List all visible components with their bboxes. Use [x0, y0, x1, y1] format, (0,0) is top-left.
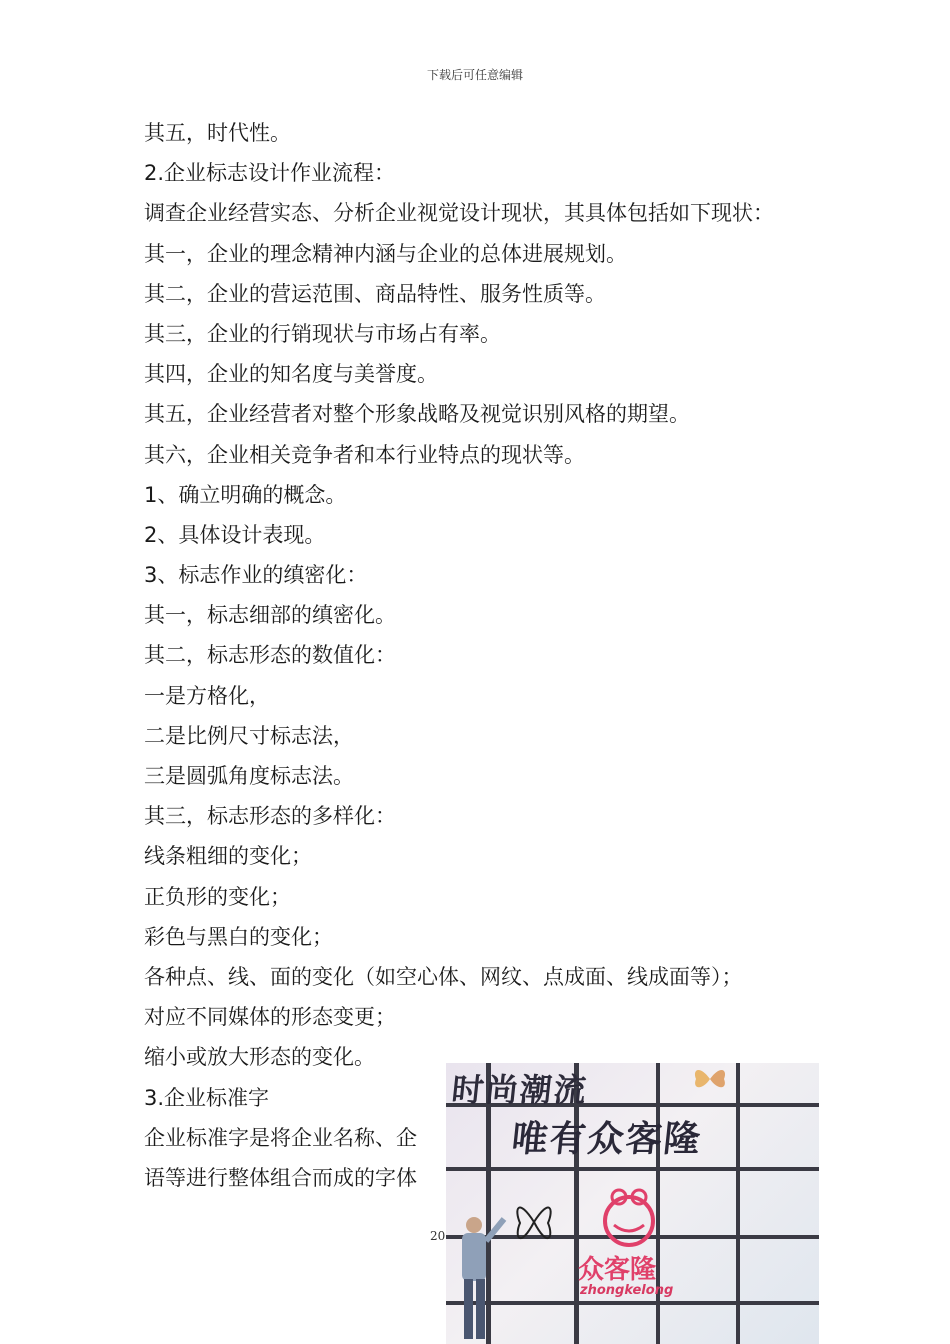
- text-line: 彩色与黑白的变化；: [144, 924, 333, 949]
- text-line: 语等进行整体组合而成的字体: [144, 1165, 417, 1190]
- banner-top-text: 时尚潮流: [449, 1071, 590, 1109]
- text-line: 其三，标志形态的多样化：: [144, 804, 396, 829]
- text-line: 线条粗细的变化；: [144, 844, 312, 869]
- storefront-photo: [446, 1063, 819, 1344]
- text-line: 其五，时代性。: [144, 121, 291, 145]
- text-line: 一是方格化，: [144, 683, 270, 708]
- text-line: 二是比例尺寸标志法，: [144, 723, 354, 748]
- brand-logo-text: 众客隆: [578, 1255, 657, 1285]
- text-line: 其六，企业相关竞争者和本行业特点的现状等。: [144, 442, 585, 467]
- butterfly-outline-icon: [512, 1187, 556, 1257]
- text-line: 1、确立明确的概念。: [144, 482, 347, 507]
- text-line: 企业标准字是将企业名称、企: [144, 1125, 417, 1150]
- page-number: 20: [430, 1229, 446, 1243]
- text-line: 其二，标志形态的数值化：: [144, 643, 396, 668]
- person-figure-icon: [448, 1213, 508, 1344]
- text-line: 各种点、线、面的变化（如空心体、网纹、点成面、线成面等）；: [144, 964, 743, 989]
- text-line: 调查企业经营实态、分析企业视觉设计现状，其具体包括如下现状：: [144, 201, 774, 226]
- document-body: [144, 113, 864, 1198]
- brand-logo-subtext: zhongkelong: [580, 1283, 674, 1298]
- text-line: 缩小或放大形态的变化。: [144, 1045, 375, 1070]
- text-line: 3、标志作业的缜密化：: [144, 563, 368, 588]
- text-line: 三是圆弧角度标志法。: [144, 764, 354, 788]
- text-line: 3.企业标准字: [144, 1085, 270, 1110]
- text-line: 正负形的变化；: [144, 884, 291, 909]
- page-header: 下载后可任意编辑: [426, 68, 523, 82]
- text-line: 其二，企业的营运范围、商品特性、服务性质等。: [144, 281, 606, 306]
- butterfly-icon: [690, 1063, 730, 1095]
- text-line: 其三，企业的行销现状与市场占有率。: [144, 321, 501, 346]
- text-line: 其一，标志细部的缜密化。: [144, 603, 396, 628]
- text-line: 其一，企业的理念精神内涵与企业的总体进展规划。: [144, 241, 627, 266]
- text-line: 2、具体设计表现。: [144, 522, 326, 547]
- text-line: 其五，企业经营者对整个形象战略及视觉识别风格的期望。: [144, 402, 690, 427]
- text-line: 对应不同媒体的形态变更；: [144, 1005, 396, 1030]
- text-line: 2.企业标志设计作业流程：: [144, 161, 396, 186]
- brand-logo-icon: [594, 1181, 664, 1251]
- banner-bottom-text: 唯有众客隆: [509, 1119, 704, 1160]
- text-line: 其四，企业的知名度与美誉度。: [144, 362, 438, 387]
